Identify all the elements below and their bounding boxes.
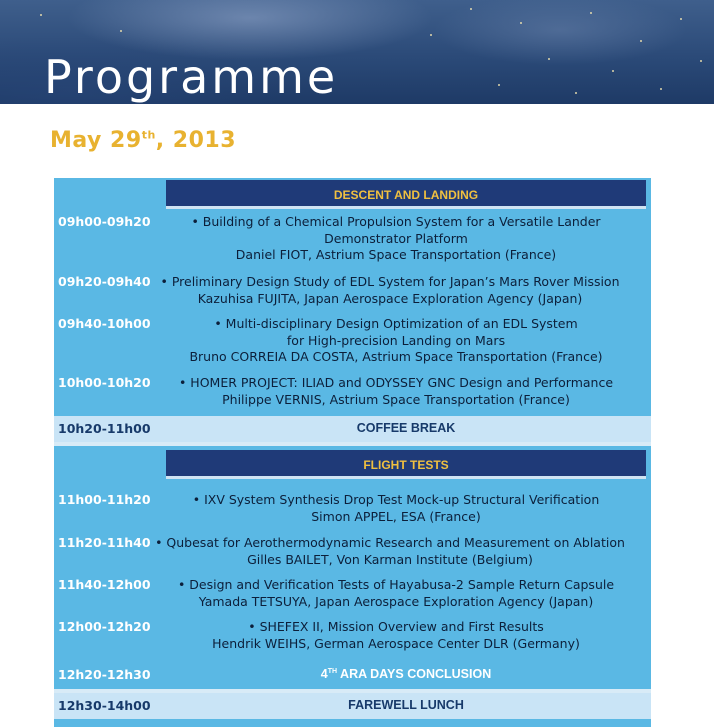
- talk-speaker: Yamada TETSUYA, Japan Aerospace Exploration Agency (Japan): [198, 593, 594, 609]
- talk-title: • Multi-disciplinary Design Optimization of an EDL System: [214, 316, 578, 331]
- coffee-break-row: [54, 416, 651, 442]
- programme-table: [54, 178, 651, 727]
- section-header-descent: DESCENT AND LANDING: [166, 180, 646, 209]
- time-slot: 09h40-10h00: [58, 316, 151, 331]
- event-date: May 29th, 2013: [50, 128, 237, 153]
- talk-speaker: Kazuhisa FUJITA, Japan Aerospace Exploration Agency (Japan): [197, 290, 583, 306]
- conclusion-label: 4TH ARA DAYS CONCLUSION: [320, 667, 492, 681]
- talk-speaker: Simon APPEL, ESA (France): [311, 508, 481, 524]
- talk-title: • Building of a Chemical Propulsion System for a Versatile Lander: [191, 214, 601, 229]
- lunch-row: [54, 693, 651, 719]
- talk-speaker: Daniel FIOT, Astrium Space Transportation (France): [235, 247, 557, 262]
- talk-title: • SHEFEX II, Mission Overview and First Results: [248, 619, 544, 634]
- talk-speaker: Philippe VERNIS, Astrium Space Transportation (France): [222, 391, 570, 407]
- talk-title: Demonstrator Platform: [324, 230, 468, 246]
- divider: [54, 442, 651, 446]
- break-label: COFFEE BREAK: [356, 421, 456, 435]
- talk-title: • Design and Verification Tests of Hayabusa-2 Sample Return Capsule: [177, 577, 615, 592]
- time-slot: 10h20-11h00: [58, 421, 151, 436]
- time-slot: 11h00-11h20: [58, 492, 151, 507]
- talk-speaker: Bruno CORREIA DA COSTA, Astrium Space Transportation (France): [189, 349, 603, 364]
- conclusion-row: [54, 662, 651, 688]
- talk-title: • Qubesat for Aerothermodynamic Research and Measurement on Ablation: [155, 535, 625, 550]
- time-slot: 12h30-14h00: [58, 698, 151, 713]
- time-slot: 11h40-12h00: [58, 577, 151, 592]
- talk-title: • IXV System Synthesis Drop Test Mock-up Structural Verification: [192, 492, 600, 507]
- page-title: Programme: [44, 50, 339, 104]
- time-slot: 12h00-12h20: [58, 619, 151, 634]
- talk-title: • HOMER PROJECT: ILIAD and ODYSSEY GNC Design and Performance: [178, 375, 614, 390]
- talk-title: for High-precision Landing on Mars: [286, 332, 506, 348]
- time-slot: 11h20-11h40: [58, 535, 151, 550]
- talk-speaker: Gilles BAILET, Von Karman Institute (Belgium): [247, 551, 533, 567]
- header-banner: [0, 0, 714, 104]
- talk-title: • Preliminary Design Study of EDL System for Japan’s Mars Rover Mission: [160, 274, 620, 289]
- time-slot: 09h20-09h40: [58, 274, 151, 289]
- talk-speaker: Hendrik WEIHS, German Aerospace Center DLR (Germany): [212, 635, 580, 651]
- lunch-label: FAREWELL LUNCH: [348, 698, 464, 712]
- time-slot: 09h00-09h20: [58, 214, 151, 229]
- time-slot: 10h00-10h20: [58, 375, 151, 390]
- time-slot: 12h20-12h30: [58, 667, 151, 682]
- section-header-flight-tests: FLIGHT TESTS: [166, 450, 646, 479]
